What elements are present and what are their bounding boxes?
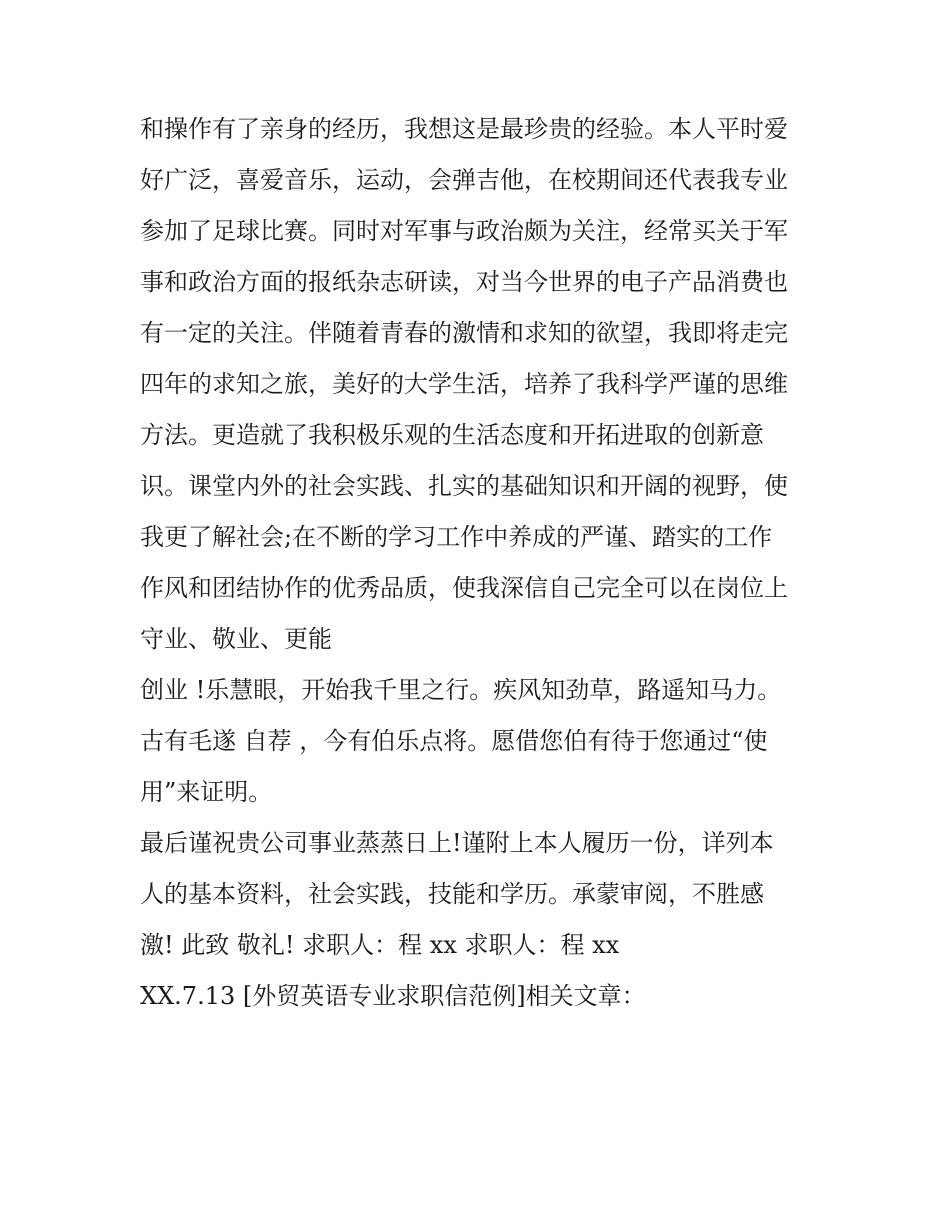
text-line: 参加了足球比赛。同时对军事与政治颇为关注，经常买关于军 (140, 217, 788, 245)
letter-body (140, 104, 820, 1022)
text-line: 方法。更造就了我积极乐观的生活态度和开拓进取的创新意 (140, 421, 764, 449)
text-line: 作风和团结协作的优秀品质，使我深信自己完全可以在岗位上 (140, 574, 788, 602)
text-line: 我更了解社会;在不断的学习工作中养成的严谨、踏实的工作 (140, 523, 773, 551)
text-line: 人的基本资料，社会实践，技能和学历。承蒙审阅，不胜感 (140, 880, 764, 908)
text-line: 好广泛，喜爱音乐，运动，会弹吉他，在校期间还代表我专业 (140, 166, 788, 194)
text-line: 识。课堂内外的社会实践、扎实的基础知识和开阔的视野，使 (140, 472, 788, 500)
text-line: 激! 此致 敬礼! 求职人：程 xx 求职人：程 xx (140, 931, 620, 959)
text-line: 事和政治方面的报纸杂志研读，对当今世界的电子产品消费也 (140, 268, 788, 296)
text-line: 创业 !乐慧眼，开始我千里之行。疾风知劲草，路遥知马力。 (140, 676, 782, 704)
text-line: 和操作有了亲身的经历，我想这是最珍贵的经验。本人平时爱 (140, 115, 788, 143)
text-line: 古有毛遂 自荐 ，今有伯乐点将。愿借您伯有待于您通过“使 (140, 727, 768, 755)
text-line: 四年的求知之旅，美好的大学生活，培养了我科学严谨的思维 (140, 370, 788, 398)
text-line: 最后谨祝贵公司事业蒸蒸日上!谨附上本人履历一份，详列本 (140, 829, 774, 857)
text-line: 有一定的关注。伴随着青春的激情和求知的欲望，我即将走完 (140, 319, 788, 347)
text-line: 用”来证明。 (140, 778, 273, 806)
text-line: 守业、敬业、更能 (140, 625, 332, 653)
related-articles-heading: XX.7.13 [外贸英语专业求职信范例]相关文章： (140, 982, 646, 1010)
